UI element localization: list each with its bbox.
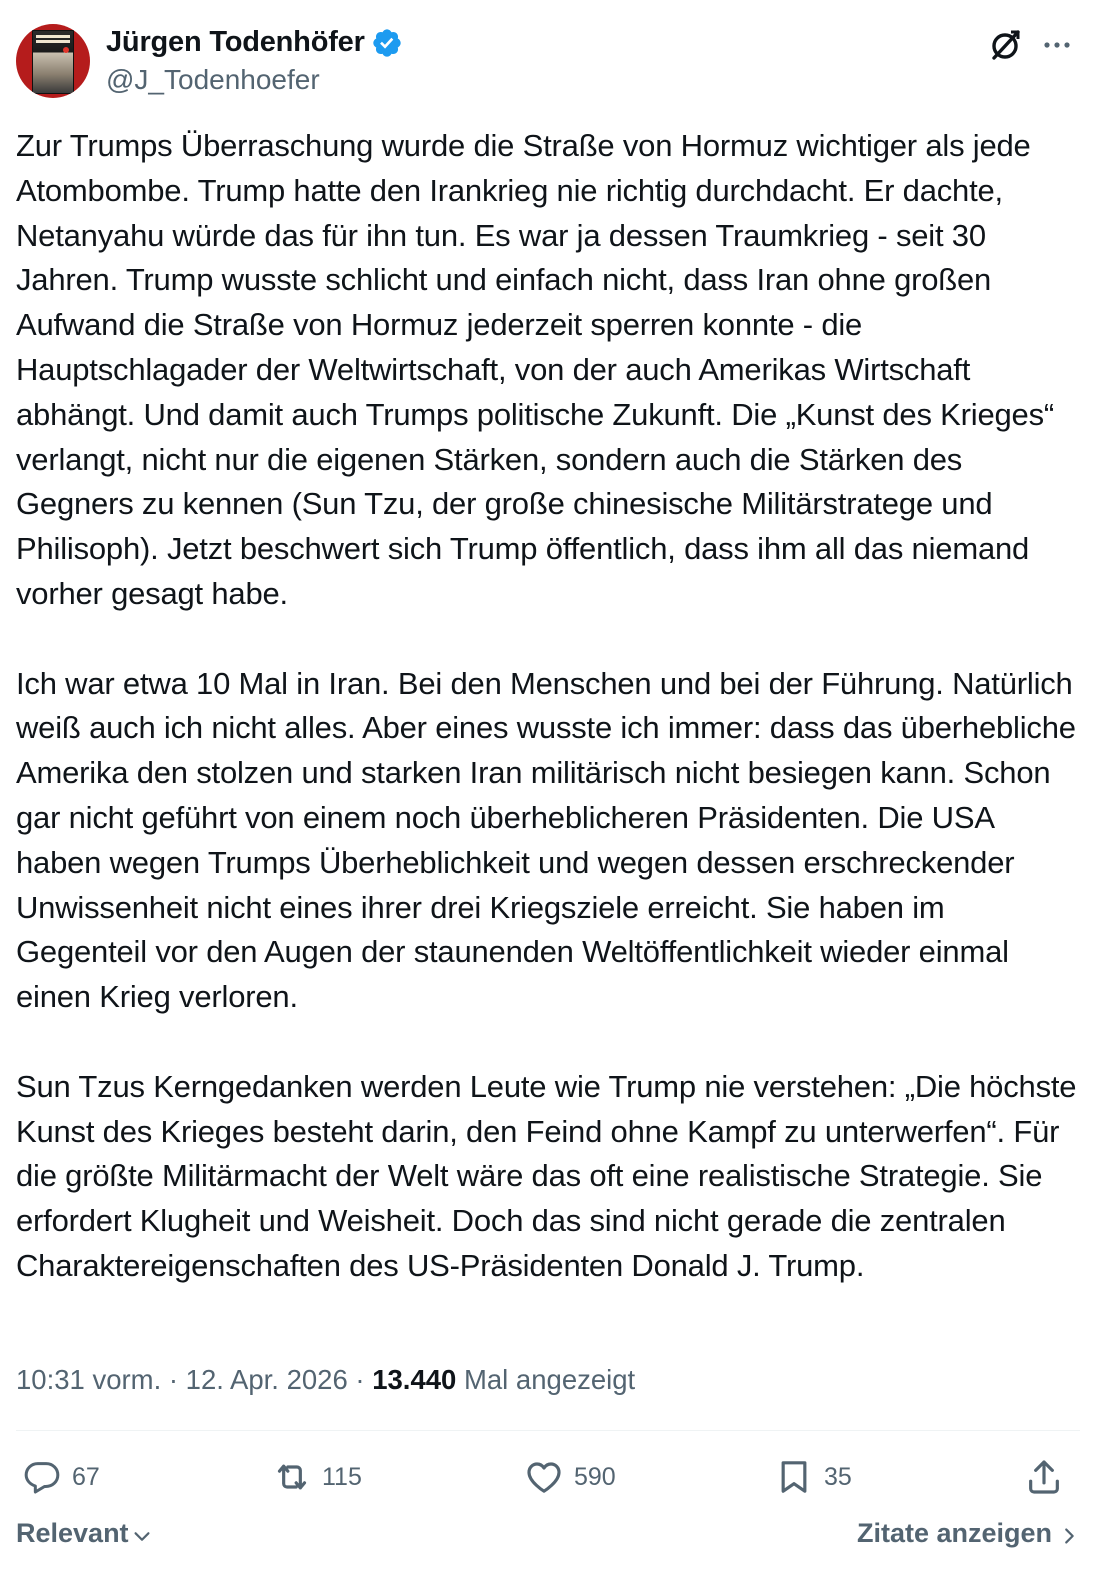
sort-label: Relevant <box>16 1518 129 1548</box>
author-display-name[interactable]: Jürgen Todenhöfer <box>106 26 365 58</box>
quotes-label: Zitate anzeigen <box>856 1518 1052 1548</box>
grok-icon[interactable] <box>989 28 1023 62</box>
tweet-header <box>16 24 1080 100</box>
views-label: Mal angezeigt <box>463 1364 636 1395</box>
chevron-right-icon <box>1058 1525 1080 1547</box>
action-bar <box>16 1452 1080 1502</box>
heart-icon <box>524 1457 564 1497</box>
meta-separator: · <box>355 1364 365 1395</box>
view-quotes-link[interactable] <box>857 1518 1080 1549</box>
repost-count: 115 <box>322 1462 362 1491</box>
tweet-meta <box>16 1364 635 1396</box>
repost-button[interactable] <box>272 1452 362 1502</box>
like-count: 590 <box>574 1462 616 1491</box>
reply-icon <box>22 1457 62 1497</box>
like-button[interactable] <box>524 1452 616 1502</box>
views-count: 13.440 <box>372 1364 457 1395</box>
divider <box>16 1430 1080 1431</box>
verified-badge-icon <box>371 27 403 59</box>
book-cover-icon <box>32 30 74 94</box>
tweet-time[interactable]: 10:31 vorm. <box>16 1364 162 1395</box>
reply-button[interactable] <box>22 1452 100 1502</box>
bookmark-button[interactable] <box>774 1452 852 1502</box>
bookmark-icon <box>774 1457 814 1497</box>
reply-count: 67 <box>72 1462 100 1491</box>
author-name-row <box>106 26 403 59</box>
sort-dropdown[interactable] <box>16 1518 153 1549</box>
more-icon[interactable] <box>1040 28 1074 62</box>
chevron-down-icon <box>131 1526 153 1548</box>
bookmark-count: 35 <box>824 1462 852 1491</box>
tweet-date[interactable]: 12. Apr. 2026 <box>185 1364 348 1395</box>
replies-footer <box>16 1512 1080 1560</box>
share-icon <box>1024 1457 1064 1497</box>
avatar[interactable] <box>16 24 90 98</box>
meta-separator: · <box>168 1364 179 1395</box>
repost-icon <box>272 1457 312 1497</box>
share-button[interactable] <box>1024 1452 1064 1502</box>
author-handle[interactable]: @J_Todenhoefer <box>106 64 320 95</box>
tweet-text: Zur Trumps Überraschung wurde die Straße von Hormuz wichtiger als jede Atombombe. Trump hatte den Irankrieg nie richtig durchdacht. Er dachte, Netanyahu würde das für ihn tun. Es war ja dessen Traumkrieg - seit 30 Jahren. Trump wusste schlicht und einfach nicht, dass Iran ohne großen Aufwand die Straße von Hormuz jederzeit sperren konnte - die Hauptschlagader der Weltwirtschaft, von der auch Amerikas Wirtschaft abhängt. Und damit auch Trumps politische Zukunft. Die „Kunst des Krieges“ verlangt, nicht nur die eigenen Stärken, sondern auch die Stärken des Gegners zu kennen (Sun Tzu, der große chinesische Militärstratege und Philisoph). Jetzt beschwert sich Trump öffentlich, dass ihm all das niemand vorher gesagt habe. Ich war etwa 10 Mal in Iran. Bei den Menschen und bei der Führung. Natürlich weiß auch ich nicht alles. Aber eines wusste ich immer: dass das überhebliche Amerika den stolzen und starken Iran militärisch nicht besiegen kann. Schon gar nicht geführt von einem noch überheblicheren Präsidenten. Die USA haben wegen Trumps Überheblichkeit und wegen dessen erschreckender Unwissenheit nicht eines ihrer drei Kriegsziele erreicht. Sie haben im Gegenteil vor den Augen der staunenden Weltöffentlichkeit wieder einmal einen Krieg verloren. Sun Tzus Kerngedanken werden Leute wie Trump nie verstehen: „Die höchste Kunst des Krieges besteht darin, den Feind ohne Kampf zu unterwerfen“. Für die größte Militärmacht der Welt wäre das oft eine realistische Strategie. Sie erfordert Klugheit und Weisheit. Doch das sind nicht gerade die zentralen Charaktereigenschaften des US-Präsidenten Donald J. Trump. <box>16 128 1077 1283</box>
